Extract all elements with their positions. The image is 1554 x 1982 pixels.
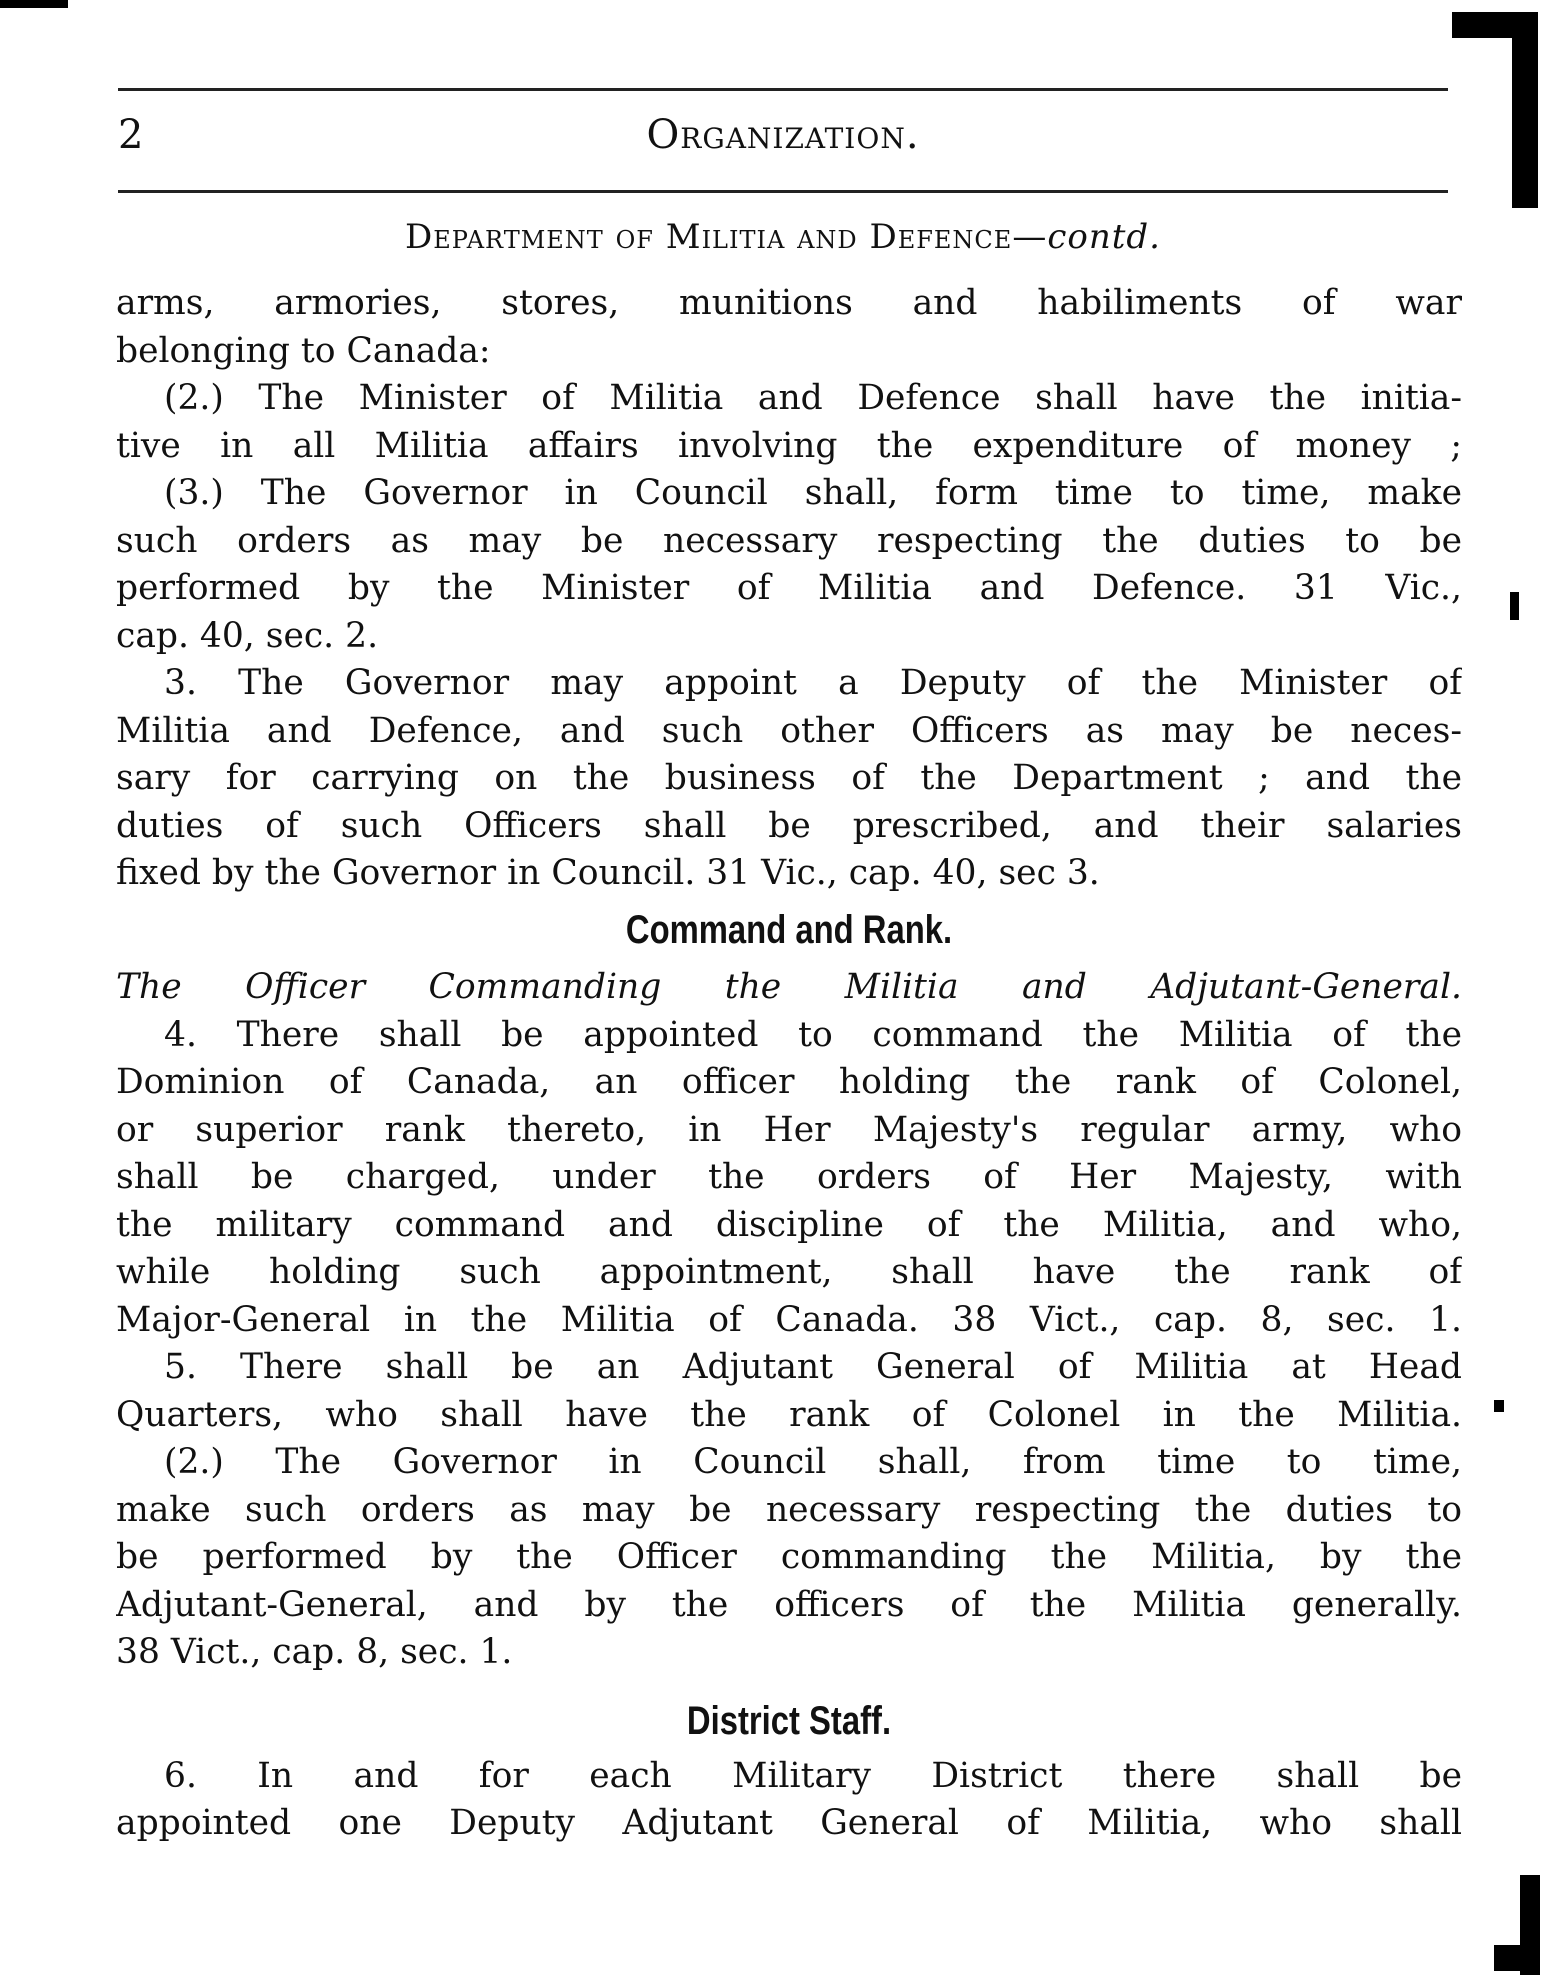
subsection-title: The Officer Commanding the Militia and Adjutant-General. (116, 966, 1462, 1007)
running-head: Organization. (646, 112, 920, 158)
scan-bracket-mark (1512, 12, 1538, 208)
text-line: 6. In and for each Military District there shall be (164, 1755, 1462, 1796)
text-line: such orders as may be necessary respecting the duties to be (116, 520, 1462, 561)
spacer (116, 1677, 1462, 1689)
text-line: arms, armories, stores, munitions and habiliments of war (116, 283, 1462, 323)
text-line: shall be charged, under the orders of Her Majesty, with (116, 1157, 1462, 1197)
text-line: Quarters, who shall have the rank of Colonel in the Militia. (116, 1394, 1462, 1435)
scan-bracket-mark (1520, 1875, 1540, 1975)
text-line: 38 Vict., cap. 8, sec. 1. (116, 1632, 513, 1672)
section-heading-contd: contd. (1047, 217, 1161, 257)
text-line: (2.) The Minister of Militia and Defence shall have the initia- (164, 378, 1462, 418)
text-line: appointed one Deputy Adjutant General of Militia, who shall (116, 1803, 1462, 1843)
scan-edge-mark (0, 0, 68, 8)
text-line: Major-General in the Militia of Canada. 38 Vict., cap. 8, sec. 1. (116, 1299, 1462, 1340)
text-line: (3.) The Governor in Council shall, form time to time, make (164, 473, 1462, 513)
text-line: tive in all Militia affairs involving the expenditure of money ; (116, 425, 1462, 466)
text-line: performed by the Minister of Militia and Defence. 31 Vic., (116, 568, 1462, 608)
text-line: duties of such Officers shall be prescribed, and their salaries (116, 805, 1462, 846)
text-line: the military command and discipline of the Militia, and who, (116, 1204, 1462, 1245)
page-header (118, 100, 1448, 170)
page-body (116, 280, 1462, 1848)
header-rule-top (118, 88, 1448, 91)
text-line: (2.) The Governor in Council shall, from time to time, (164, 1442, 1462, 1482)
text-line: cap. 40, sec. 2. (116, 615, 379, 656)
text-line: 3. The Governor may appoint a Deputy of the Minister of (164, 663, 1462, 703)
section-heading-text: Department of Militia and Defence— (405, 217, 1048, 257)
text-line: 5. There shall be an Adjutant General of Militia at Head (164, 1347, 1462, 1387)
scan-edge-mark (1494, 1400, 1504, 1412)
text-line: be performed by the Officer commanding the Militia, by the (116, 1537, 1462, 1577)
section-heading (118, 212, 1448, 262)
text-line: sary for carrying on the business of the Department ; and the (116, 758, 1462, 798)
text-line: or superior rank thereto, in Her Majesty's regular army, who (116, 1109, 1462, 1150)
section-title-command-and-rank: Command and Rank. (625, 907, 953, 952)
text-line: belonging to Canada: (116, 330, 491, 371)
text-line: Dominion of Canada, an officer holding the rank of Colonel, (116, 1062, 1462, 1102)
text-line: 4. There shall be appointed to command the Militia of the (164, 1014, 1462, 1055)
text-line: make such orders as may be necessary respecting the duties to (116, 1489, 1462, 1530)
page-number: 2 (118, 112, 144, 158)
text-line: fixed by the Governor in Council. 31 Vic., cap. 40, sec 3. (116, 853, 1100, 893)
text-line: Militia and Defence, and such other Officers as may be neces- (116, 710, 1462, 751)
text-line: while holding such appointment, shall have the rank of (116, 1252, 1462, 1292)
section-title-district-staff: District Staff. (686, 1698, 892, 1743)
text-line: Adjutant-General, and by the officers of the Militia generally. (116, 1584, 1462, 1625)
scan-edge-mark (1510, 592, 1519, 620)
header-rule-bottom (118, 190, 1448, 193)
